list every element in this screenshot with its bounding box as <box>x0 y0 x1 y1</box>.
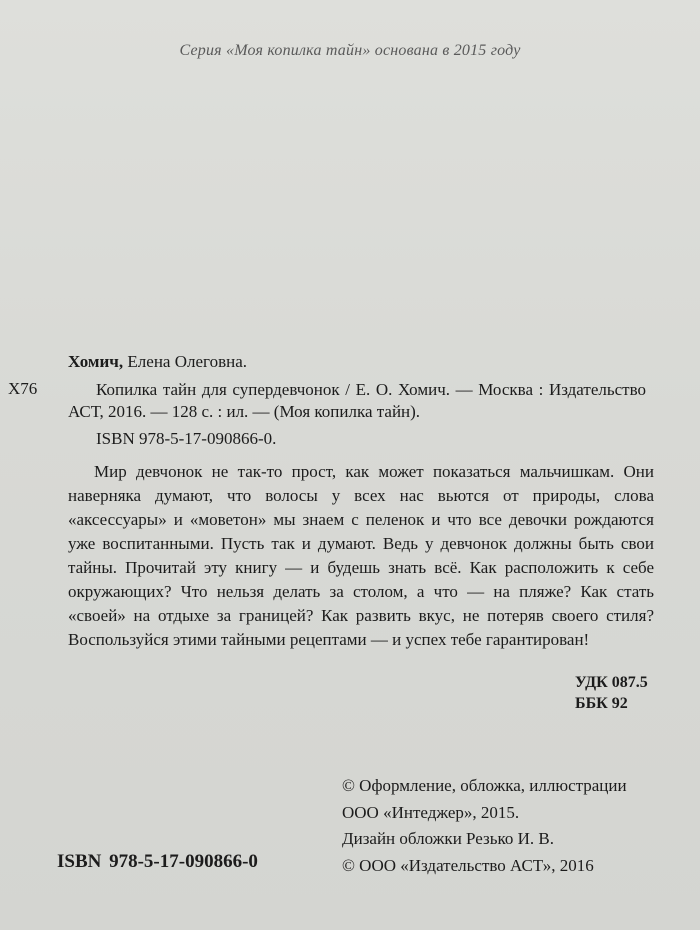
copyright-line-4: © ООО «Издательство АСТ», 2016 <box>342 855 594 875</box>
author-surname: Хомич, <box>68 352 124 371</box>
annotation-text: Мир девчонок не так-то прост, как может показаться мальчишкам. Они наверняка думают, что волосы у всех нас вьются от природы, слова «аксессуары» и «моветон» мы знаем с пеленок и что все девочки рождаются уже воспитанными. Пусть так и думают. Ведь у девчонок должны быть свои тайны. Прочитай эту книгу — и будешь знать всё. Как расположить к себе окружающих? Что нельзя делать за столом, а что — на пляже? Как стать «своей» на отдыхе за границей? Как развить вкус, не потеряв своего стиля? Воспользуйся этими тайными рецептами — и успех тебе гарантирован! <box>68 462 654 649</box>
catalog-author <box>68 352 247 372</box>
copyright-block <box>342 773 627 879</box>
isbn-footer: ISBN 978-5-17-090866-0 <box>57 851 258 872</box>
catalog-isbn: ISBN 978-5-17-090866-0. <box>96 429 277 448</box>
classification-codes <box>575 672 648 714</box>
author-code: Х76 <box>8 379 38 398</box>
series-note: Серия «Моя копилка тайн» основана в 2015 году <box>179 42 521 59</box>
copyright-line-2: ООО «Интеджер», 2015. <box>342 802 520 822</box>
bbk-code: ББК 92 <box>575 695 628 712</box>
catalog-description: Копилка тайн для супердевчонок / Е. О. Хомич. — Москва : Издательство АСТ, 2016. — 128 с. : ил. — (Моя копилка тайн). <box>68 380 646 421</box>
copyright-line-3: Дизайн обложки Резько И. В. <box>342 829 555 848</box>
copyright-line-1: © Оформление, обложка, иллюстрации <box>342 776 627 795</box>
udk-code: УДК 087.5 <box>575 674 648 691</box>
author-name: Елена Олеговна. <box>123 352 247 371</box>
